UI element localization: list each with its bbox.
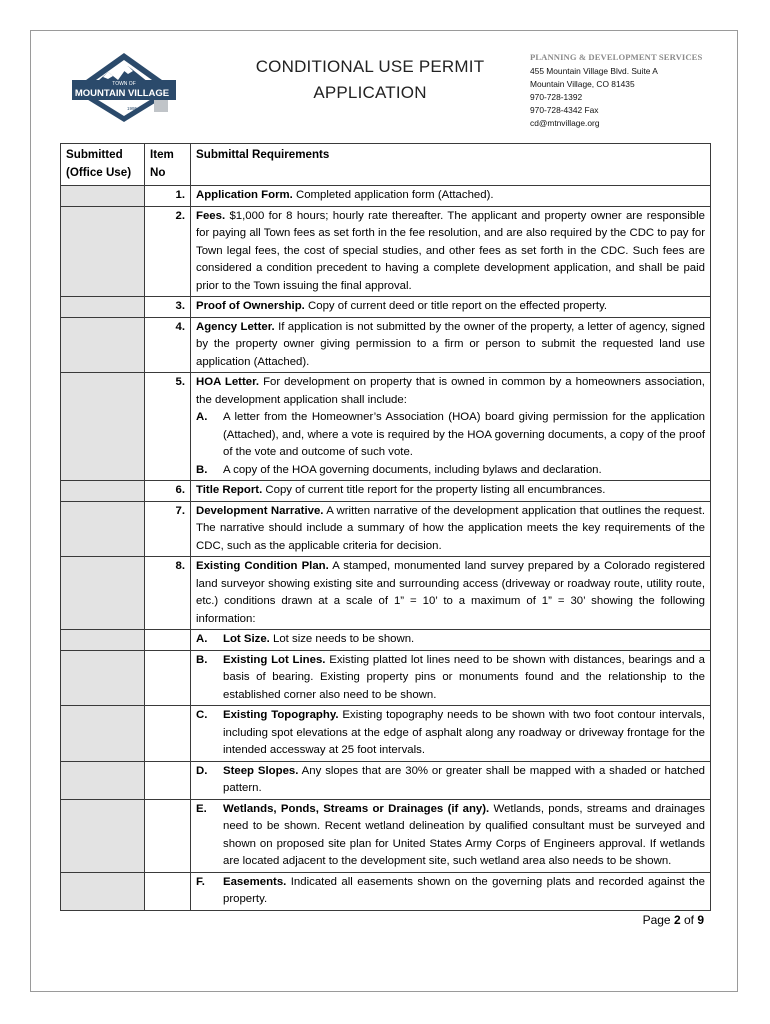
item-number: 7. — [145, 501, 191, 557]
sub-requirement — [196, 652, 705, 705]
sub-requirement — [196, 462, 705, 480]
header-item-no: Item No — [145, 144, 191, 186]
department-contact — [530, 52, 730, 130]
table-row — [61, 557, 711, 630]
submitted-checkbox-cell[interactable] — [61, 317, 145, 373]
sub-requirement — [196, 631, 705, 649]
requirement-cell — [191, 186, 711, 207]
requirement-text: Copy of current deed or title report on the effected property. — [304, 300, 608, 312]
table-row — [61, 630, 711, 651]
requirement-title: Existing Lot Lines. — [223, 653, 326, 666]
sub-requirement — [196, 409, 705, 462]
requirement-title: Easements. — [223, 875, 287, 888]
table-row — [61, 761, 711, 799]
submitted-checkbox-cell[interactable] — [61, 297, 145, 318]
requirement-title: Application Form. — [196, 189, 293, 201]
requirement-paragraph — [196, 208, 705, 296]
requirement-cell — [191, 872, 711, 910]
table-row — [61, 481, 711, 502]
requirement-paragraph — [196, 319, 705, 372]
requirement-cell — [191, 481, 711, 502]
page-prefix: Page — [642, 913, 674, 927]
requirement-title: Existing Topography. — [223, 709, 339, 721]
requirement-text: If application is not submitted by the owner of the property, a letter of agency, signed by the property owner giving permission to a firm or person to submit the requested land use application (Attached). — [196, 320, 705, 368]
requirement-cell — [191, 630, 711, 651]
submitted-checkbox-cell[interactable] — [61, 501, 145, 557]
submitted-checkbox-cell[interactable] — [61, 630, 145, 651]
item-number: 4. — [145, 317, 191, 373]
requirement-text: A stamped, monumented land survey prepared by a Colorado registered land surveyor showing existing site and surrounding access (driveway or roadway route, utility route, etc.) conditions drawn at a scale of 1” = 10’ to a maximum of 1” = 30’ showing the following information: — [196, 560, 706, 625]
requirement-title: Existing Condition Plan. — [196, 560, 329, 572]
department-name: PLANNING & DEVELOPMENT SERVICES — [530, 52, 703, 62]
requirement-paragraph — [196, 503, 705, 556]
requirement-title: Development Narrative. — [196, 504, 324, 517]
requirement-title: Wetlands, Ponds, Streams or Drainages (if any). — [223, 802, 490, 815]
item-number — [145, 650, 191, 706]
sub-letter: D. — [196, 764, 208, 777]
requirement-cell — [191, 206, 711, 297]
requirement-title: HOA Letter. — [196, 376, 260, 388]
submitted-checkbox-cell[interactable] — [61, 186, 145, 207]
submitted-checkbox-cell[interactable] — [61, 481, 145, 502]
table-row — [61, 373, 711, 481]
requirement-text: Existing topography needs to be shown with two foot contour intervals, including spot elevations at the edge of asphalt along any roadway or driveway frontage for the intended accessway at 25 foot intervals. — [223, 709, 705, 756]
requirement-title: Lot Size. — [223, 633, 270, 645]
item-number: 6. — [145, 481, 191, 502]
requirement-text: Existing platted lot lines need to be shown with distances, bearings and a basis of bearing. Existing property pins or monuments found and the relationship to the established corner also need to be shown. — [223, 653, 705, 701]
submitted-checkbox-cell[interactable] — [61, 706, 145, 762]
requirement-text: Copy of current title report for the property listing all encumbrances. — [262, 484, 606, 496]
requirement-cell — [191, 799, 711, 872]
requirement-cell — [191, 557, 711, 630]
requirement-paragraph — [196, 558, 705, 628]
sub-requirement — [196, 763, 705, 798]
requirement-text: A written narrative of the development application that outlines the request. The narrative should include a summary of how the application meets the key requirements of the CDC, such as the applicable criteria for decision. — [196, 504, 705, 552]
logo-top-text: TOWN OF — [112, 81, 136, 87]
sub-letter: A. — [196, 633, 208, 645]
document-title — [240, 54, 500, 106]
requirement-title: Fees. — [196, 209, 226, 222]
sub-requirement-body — [223, 874, 705, 909]
department-email: cd@mtnvillage.org — [530, 118, 600, 128]
requirement-text: Indicated all easements shown on the governing plats and recorded against the property. — [223, 875, 705, 905]
item-number: 3. — [145, 297, 191, 318]
table-row — [61, 872, 711, 910]
submitted-checkbox-cell[interactable] — [61, 872, 145, 910]
requirement-paragraph — [196, 298, 705, 316]
department-phone: 970-728-1392 — [530, 92, 583, 102]
requirement-cell — [191, 650, 711, 706]
table-row — [61, 501, 711, 557]
sub-requirement-body — [223, 763, 705, 798]
sub-letter: E. — [196, 802, 207, 815]
header-requirements: Submittal Requirements — [191, 144, 711, 186]
title-line-1: CONDITIONAL USE PERMIT — [255, 57, 485, 76]
table-row — [61, 186, 711, 207]
header-submitted: Submitted (Office Use) — [61, 144, 145, 186]
logo-name-text: MOUNTAIN VILLAGE — [74, 88, 170, 99]
submitted-checkbox-cell[interactable] — [61, 206, 145, 297]
department-city: Mountain Village, CO 81435 — [530, 79, 635, 89]
sub-letter: F. — [196, 875, 205, 888]
requirement-cell — [191, 501, 711, 557]
sub-requirement-text: A copy of the HOA governing documents, including bylaws and declaration. — [223, 463, 602, 476]
sub-requirement — [196, 874, 705, 909]
sub-letter: A. — [196, 411, 208, 423]
table-row — [61, 706, 711, 762]
table-row — [61, 297, 711, 318]
sub-requirement — [196, 707, 705, 760]
sub-requirement-text: A letter from the Homeowner’s Association (HOA) board giving permission for the application (Attached), and, where a vote is required by the HOA governing documents, a copy of the proof of the vote and outcome of such vote. — [223, 411, 705, 458]
requirement-title: Steep Slopes. — [223, 764, 299, 777]
page-total: 9 — [697, 913, 704, 927]
sub-letter: B. — [196, 653, 208, 666]
requirement-text: Completed application form (Attached). — [292, 189, 494, 201]
item-number — [145, 706, 191, 762]
department-address: 455 Mountain Village Blvd. Suite A — [530, 66, 658, 76]
table-row — [61, 317, 711, 373]
sub-requirement-body — [223, 652, 705, 705]
sub-requirement-body — [223, 707, 705, 760]
requirement-text: Any slopes that are 30% or greater shall be mapped with a shaded or hatched pattern. — [223, 764, 705, 794]
item-number: 8. — [145, 557, 191, 630]
page-number — [643, 913, 704, 927]
table-row — [61, 650, 711, 706]
table-body — [61, 186, 711, 911]
department-fax: 970-728-4342 Fax — [530, 105, 599, 115]
requirement-text: $1,000 for 8 hours; hourly rate thereafter. The applicant and property owner are responsible for paying all Town fees as set forth in the fee resolution, and are also required by the CDC to pay for Town legal fees, the cost of special studies, and other fees as set forth in the CDC. Such fees are considered a condition precedent to having a complete development application, and shall be paid prior to the Town issuing the final approval. — [196, 209, 705, 292]
requirement-paragraph — [196, 187, 705, 205]
requirement-paragraph — [196, 374, 705, 409]
page-current: 2 — [673, 913, 681, 927]
requirement-text: Wetlands, ponds, streams and drainages need to be shown. Recent wetland delineation by qualified consultant must be surveyed and shown on proposed site plan for United States Army Corps of Engineers approval. If wetlands are located adjacent to the development site, such wetland area also needs to be shown. — [223, 802, 705, 867]
item-number: 5. — [145, 373, 191, 481]
requirement-title: Proof of Ownership. — [196, 300, 305, 312]
requirement-text: Lot size needs to be shown. — [269, 633, 415, 645]
requirement-cell — [191, 297, 711, 318]
table-header-row — [61, 144, 711, 186]
requirement-cell — [191, 761, 711, 799]
requirement-paragraph — [196, 482, 705, 500]
sub-letter: C. — [196, 709, 208, 721]
page-sep: of — [680, 913, 698, 927]
item-number — [145, 761, 191, 799]
submitted-checkbox-cell[interactable] — [61, 557, 145, 630]
requirement-title: Title Report. — [196, 484, 263, 496]
sub-requirement-body — [223, 631, 705, 649]
requirement-cell — [191, 706, 711, 762]
mountain-village-logo — [68, 50, 180, 124]
submitted-checkbox-cell[interactable] — [61, 799, 145, 872]
title-line-2: APPLICATION — [313, 83, 427, 102]
requirement-title: Agency Letter. — [196, 320, 275, 333]
item-number: 1. — [145, 186, 191, 207]
item-number: 2. — [145, 206, 191, 297]
sub-letter: B. — [196, 463, 208, 476]
requirement-cell — [191, 317, 711, 373]
requirement-text: For development on property that is owned in common by a homeowners association, the development application shall include: — [196, 376, 705, 406]
item-number — [145, 872, 191, 910]
table-row — [61, 206, 711, 297]
submitted-checkbox-cell[interactable] — [61, 761, 145, 799]
item-number — [145, 630, 191, 651]
submitted-checkbox-cell[interactable] — [61, 373, 145, 481]
submittal-requirements-table — [60, 143, 711, 911]
logo-year-text: 1995 — [126, 106, 138, 111]
submitted-checkbox-cell[interactable] — [61, 650, 145, 706]
sub-requirement-body — [223, 801, 705, 871]
table-row — [61, 799, 711, 872]
sub-requirement — [196, 801, 705, 871]
requirement-cell — [191, 373, 711, 481]
item-number — [145, 799, 191, 872]
